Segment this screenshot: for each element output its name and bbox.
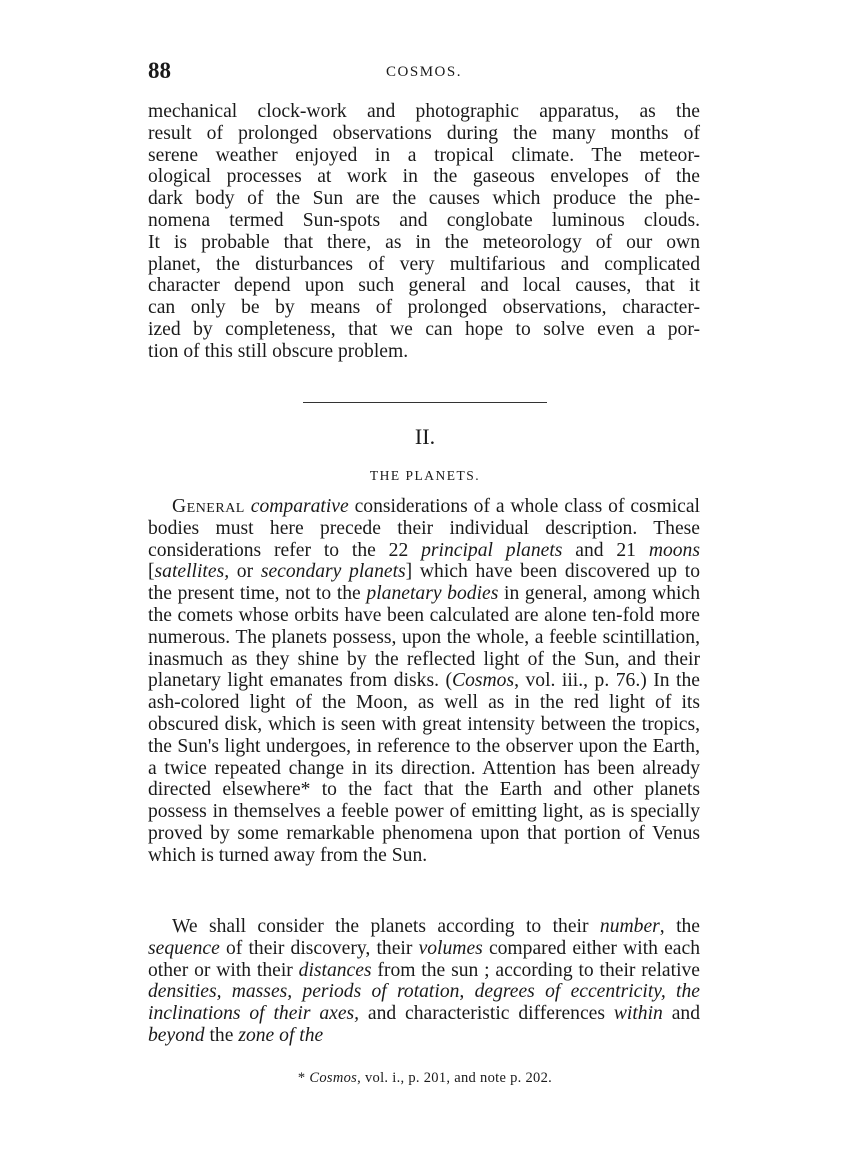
text-run: and characteristic differences [359, 1003, 614, 1025]
text-run: [ [148, 561, 155, 583]
text-run: and 21 [562, 539, 649, 561]
italic-run: within [613, 1003, 663, 1025]
italic-run: moons [648, 539, 700, 561]
italic-run: zone of the [238, 1024, 324, 1046]
text-run: of their discovery, their [219, 937, 419, 959]
text-line: character depend upon such general and local causes, that it [148, 275, 700, 297]
text-run: , vol. iii., p. 76.) In the ash-colored light of the Moon, as well as in the red light of its obscured disk, which is seen with great intensity between the tropics, the Sun's light undergoes, in reference to the observer upon the Earth, a twice repeated change in its direction. Attention has been already directed elsewhere* to the fact that the Earth and other planets possess in themselves a feeble power of emitting light, as is specially proved by some remarkable phenomena upon that portion of Venus which is turned away from the Sun. [148, 670, 700, 866]
text-line: can only be by means of prolonged observations, character- [148, 297, 700, 319]
italic-run: satellites, [154, 561, 230, 583]
text-line: ized by completeness, that we can hope to solve even a por- [148, 318, 700, 340]
footnote [0, 1070, 850, 1087]
section-title: THE PLANETS. [369, 468, 481, 483]
italic-run: secondary planets [260, 561, 406, 583]
text-line: tion of this still obscure problem. [148, 340, 409, 362]
running-head: COSMOS. [386, 64, 462, 80]
italic-run: Cosmos [452, 670, 515, 692]
italic-run: beyond [148, 1024, 205, 1046]
italic-run: distances [298, 959, 372, 981]
text-line: serene weather enjoyed in a tropical climate. The meteor- [148, 144, 700, 166]
text-run: ] which have been discovered up to the present time, not to the [148, 561, 700, 605]
text-line: result of prolonged observations during the many months of [148, 122, 700, 144]
text-line: nomena termed Sun-spots and conglobate luminous clouds. [148, 209, 700, 231]
text-run: the [204, 1024, 239, 1046]
text-line: ological processes at work in the gaseous envelopes of the [148, 166, 700, 188]
italic-run: volumes [418, 937, 483, 959]
text-line: mechanical clock-work and photographic apparatus, as the [148, 101, 700, 122]
paragraph-planets-intro [148, 496, 700, 867]
text-run: , the [659, 916, 700, 937]
text-line: dark body of the Sun are the causes which produce the phe- [148, 188, 700, 210]
italic-run: densities, masses, periods of rotation, degrees of eccentricity, the inclinations of their axes, [148, 981, 700, 1025]
italic-run: principal planets [421, 539, 563, 561]
text-run: in general, among which the comets whose orbits have been calculated are alone ten-fold more numerous. The planets possess, upon the whole, a feeble scintillation, inasmuch as they shine by the reflected light of the Sun, and their planetary light emanates from disks. ( [148, 583, 700, 692]
text-line: It is probable that there, as in the meteorology of our own [148, 231, 700, 253]
text-run: and [662, 1003, 700, 1025]
section-number: II. [414, 424, 436, 449]
text-run: We shall consider the planets according to their [172, 916, 600, 937]
text-run: considerations of a whole class of cosmical bodies must here precede their individual description. These considerations refer to the 22 [148, 496, 701, 561]
footnote-text: , vol. i., p. 201, and note p. 202. [357, 1070, 553, 1086]
footnote-marker: * [297, 1070, 310, 1086]
section-divider [303, 402, 547, 403]
paragraph-continued [148, 101, 700, 363]
italic-run: sequence [148, 937, 220, 959]
text-run: compared either with each other or with their [148, 937, 700, 981]
lead-word: General [172, 496, 245, 517]
page-number: 88 [148, 58, 171, 83]
paragraph-planets-plan [148, 916, 700, 1047]
text-run: or [229, 561, 261, 583]
italic-run: planetary bodies [366, 583, 499, 605]
text-line: planet, the disturbances of very multifarious and complicated [148, 253, 700, 275]
italic-run: comparative [250, 496, 349, 517]
text-run: from the sun ; according to their relative [371, 959, 700, 981]
italic-run: number [599, 916, 660, 937]
footnote-source: Cosmos [309, 1070, 358, 1086]
page-header [148, 58, 700, 88]
